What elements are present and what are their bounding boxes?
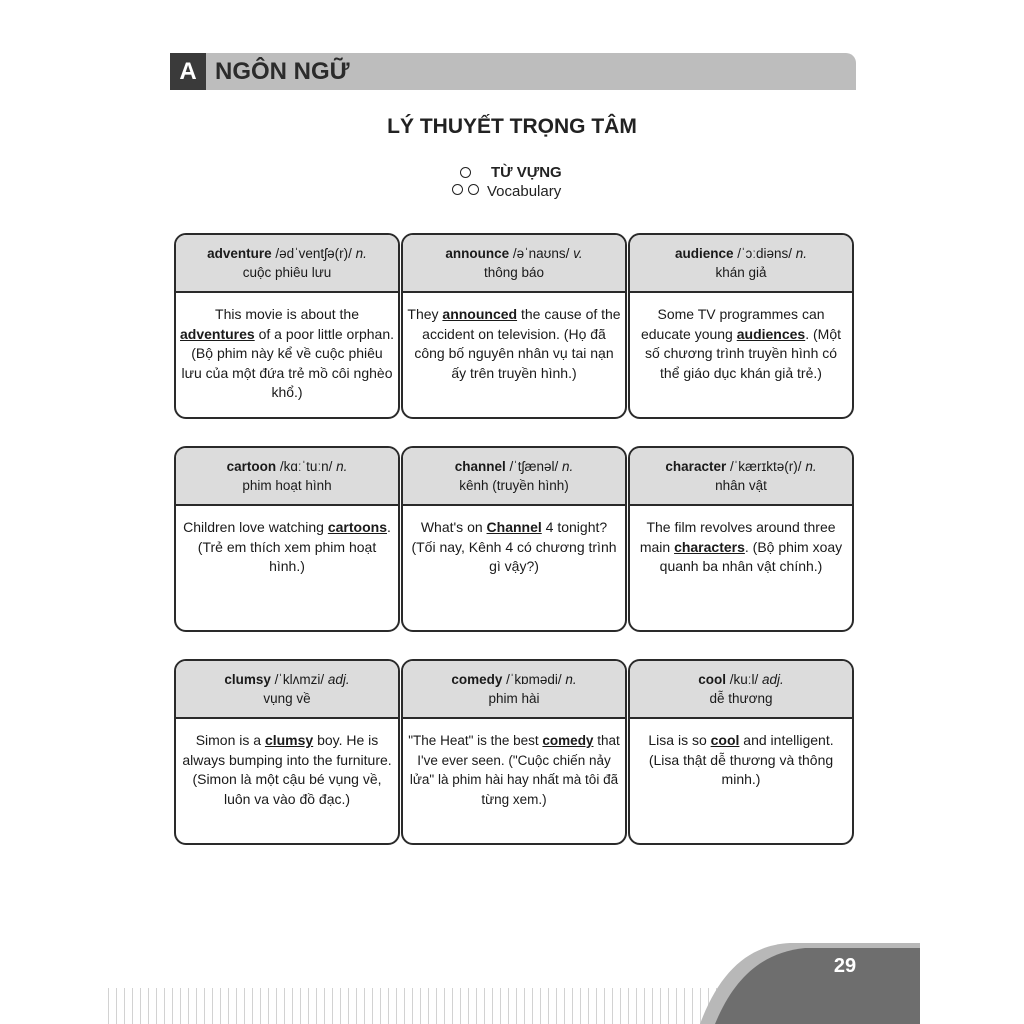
card-header	[630, 235, 852, 293]
card-meaning: cuộc phiêu lưu	[242, 265, 332, 280]
card-ipa: /ədˈventʃə(r)/	[275, 246, 352, 261]
card-meaning: phim hài	[488, 691, 540, 706]
vocab-card-channel	[401, 446, 627, 632]
card-meaning: kênh (truyền hình)	[459, 478, 569, 493]
page-corner-shape	[680, 940, 920, 1024]
card-meaning: nhân vật	[715, 478, 767, 493]
page-number: 29	[833, 955, 857, 977]
card-example: This movie is about the adventures of a poor little orphan. (Bộ phim này kể về cuộc phiêu lưu của một đứa trẻ mồ côi nghèo khổ.)	[180, 306, 395, 400]
vocab-card-character	[628, 446, 854, 632]
vocab-card-adventure	[174, 233, 400, 419]
card-pos: n.	[795, 246, 808, 261]
vocab-card-cool	[628, 659, 854, 845]
highlighted-word: audiences	[736, 325, 806, 342]
card-example: What's on Channel 4 tonight? (Tối nay, Kênh 4 có chương trình gì vậy?)	[411, 519, 617, 574]
card-ipa: /kuːl/	[729, 672, 759, 687]
section-letter: A	[170, 53, 206, 90]
subhead-english: Vocabulary	[487, 183, 562, 200]
card-word: clumsy	[224, 672, 271, 687]
highlighted-word: cartoons	[327, 519, 387, 535]
card-ipa: /əˈnaʊns/	[512, 246, 570, 261]
card-ipa: /kɑːˈtuːn/	[279, 459, 333, 474]
subhead-vietnamese: TỪ VỰNG	[491, 164, 562, 181]
card-header	[630, 448, 852, 506]
card-pos: n.	[355, 246, 367, 261]
card-ipa: /ˈɔːdiəns/	[737, 246, 793, 261]
card-pos: adj.	[327, 672, 350, 687]
card-word: comedy	[451, 672, 503, 687]
card-pos: n.	[336, 459, 348, 474]
card-word: audience	[674, 246, 734, 261]
card-pos: n.	[805, 459, 817, 474]
highlighted-word: characters	[674, 538, 745, 555]
page-title: LÝ THUYẾT TRỌNG TÂM	[387, 115, 637, 138]
highlighted-word: comedy	[542, 733, 594, 748]
card-word: character	[665, 459, 727, 474]
card-example: Some TV programmes can educate young audiences. (Một số chương trình truyền hình có thể giáo dục khán giả trẻ.)	[640, 306, 841, 381]
card-ipa: /ˈkɒmədi/	[506, 672, 562, 687]
circle-icon	[460, 167, 471, 178]
card-ipa: /ˈtʃænəl/	[509, 459, 559, 474]
card-example: "The Heat" is the best comedy that I've ever seen. ("Cuộc chiến nảy lửa" là phim hài hay nhất mà tôi đã từng xem.)	[408, 733, 620, 807]
card-pos: n.	[562, 459, 574, 474]
card-pos: v.	[573, 246, 583, 261]
section-title: NGÔN NGỮ	[215, 58, 350, 85]
card-header	[630, 661, 852, 719]
vocab-card-comedy	[401, 659, 627, 845]
vocabulary-subhead	[450, 163, 650, 203]
card-word: cartoon	[226, 459, 277, 474]
card-pos: adj.	[762, 672, 784, 687]
card-meaning: dễ thương	[709, 691, 773, 706]
card-word: cool	[698, 672, 726, 687]
highlighted-word: cool	[710, 732, 740, 748]
card-example: Children love watching cartoons. (Trẻ em thích xem phim hoạt hình.)	[183, 519, 391, 574]
card-meaning: thông báo	[483, 265, 545, 280]
card-word: adventure	[207, 246, 272, 261]
card-header	[403, 235, 625, 293]
card-header	[403, 661, 625, 719]
vocab-card-clumsy	[174, 659, 400, 845]
section-header	[170, 53, 856, 90]
card-header	[176, 235, 398, 293]
card-header	[176, 661, 398, 719]
card-header	[176, 448, 398, 506]
vocab-card-cartoon	[174, 446, 400, 632]
vocab-card-audience	[628, 233, 854, 419]
highlighted-word: announced	[442, 306, 518, 322]
card-meaning: khán giả	[715, 265, 767, 280]
card-example: Simon is a clumsy boy. He is always bumping into the furniture. (Simon là một cậu bé vụng về, luôn va vào đồ đạc.)	[182, 732, 392, 807]
card-example: The film revolves around three main characters. (Bộ phim xoay quanh ba nhân vật chính.)	[639, 519, 843, 574]
card-meaning: phim hoạt hình	[242, 478, 332, 493]
card-ipa: /ˈkærɪktə(r)/	[729, 459, 802, 474]
circle-icon	[468, 184, 479, 195]
highlighted-word: adventures	[180, 325, 255, 342]
card-word: announce	[445, 246, 510, 261]
card-example: They announced the cause of the accident on television. (Họ đã công bố nguyên nhân vụ tai nạn ấy trên truyền hình.)	[407, 306, 621, 381]
card-pos: n.	[565, 672, 577, 687]
card-meaning: vụng về	[263, 691, 311, 706]
card-word: channel	[454, 459, 506, 474]
card-header	[403, 448, 625, 506]
vocab-card-announce	[401, 233, 627, 419]
highlighted-word: Channel	[486, 519, 542, 535]
card-ipa: /ˈklʌmzi/	[274, 672, 325, 687]
card-example: Lisa is so cool and intelligent. (Lisa thật dễ thương và thông minh.)	[648, 732, 834, 787]
circle-icon	[452, 184, 463, 195]
highlighted-word: clumsy	[264, 732, 314, 748]
